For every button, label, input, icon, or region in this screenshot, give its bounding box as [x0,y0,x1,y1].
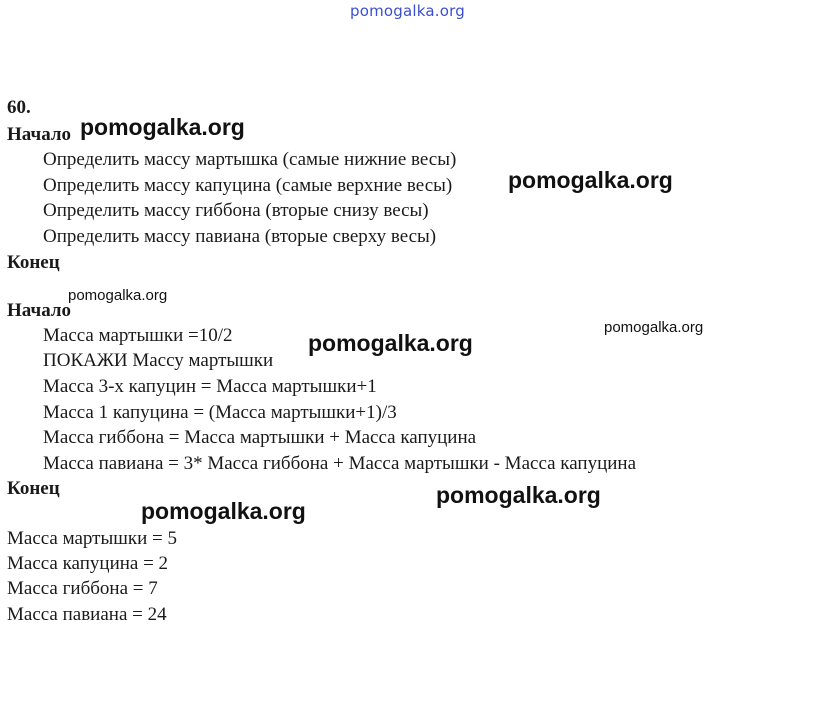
watermark: pomogalka.org [604,319,704,336]
block1-start-keyword: Начало [7,124,72,145]
block2-line: Масса павиана = 3* Масса гиббона + Масса мартышки - Масса капуцина [43,453,637,474]
block1-line: Определить массу павиана (вторые сверху весы) [43,226,437,247]
watermark: pomogalka.org [141,498,306,524]
block1-line: Определить массу капуцина (самые верхние весы) [43,175,453,196]
block2-start-keyword: Начало [7,300,72,321]
watermark: pomogalka.org [80,114,245,140]
block1-line: Определить массу гиббона (вторые снизу весы) [43,200,429,221]
result-line: Масса павиана = 24 [7,604,167,625]
result-line: Масса мартышки = 5 [7,528,177,549]
header-watermark: pomogalka.org [350,2,465,20]
result-line: Масса гиббона = 7 [7,578,158,599]
watermark: pomogalka.org [436,482,601,508]
watermark: pomogalka.org [508,167,673,193]
problem-number: 60. [7,97,31,118]
block2-end-keyword: Конец [7,478,60,499]
block2-line: Масса мартышки =10/2 [43,325,233,346]
result-line: Масса капуцина = 2 [7,553,169,574]
block1-line: Определить массу мартышка (самые нижние весы) [43,149,457,170]
watermark: pomogalka.org [68,287,168,304]
block1-end-keyword: Конец [7,252,60,273]
block2-line: Масса гиббона = Масса мартышки + Масса капуцина [43,427,477,448]
block2-line: Масса 1 капуцина = (Масса мартышки+1)/3 [43,402,397,423]
block2-line: ПОКАЖИ Массу мартышки [43,350,274,371]
block2-line: Масса 3-х капуцин = Масса мартышки+1 [43,376,377,397]
watermark: pomogalka.org [308,330,473,356]
